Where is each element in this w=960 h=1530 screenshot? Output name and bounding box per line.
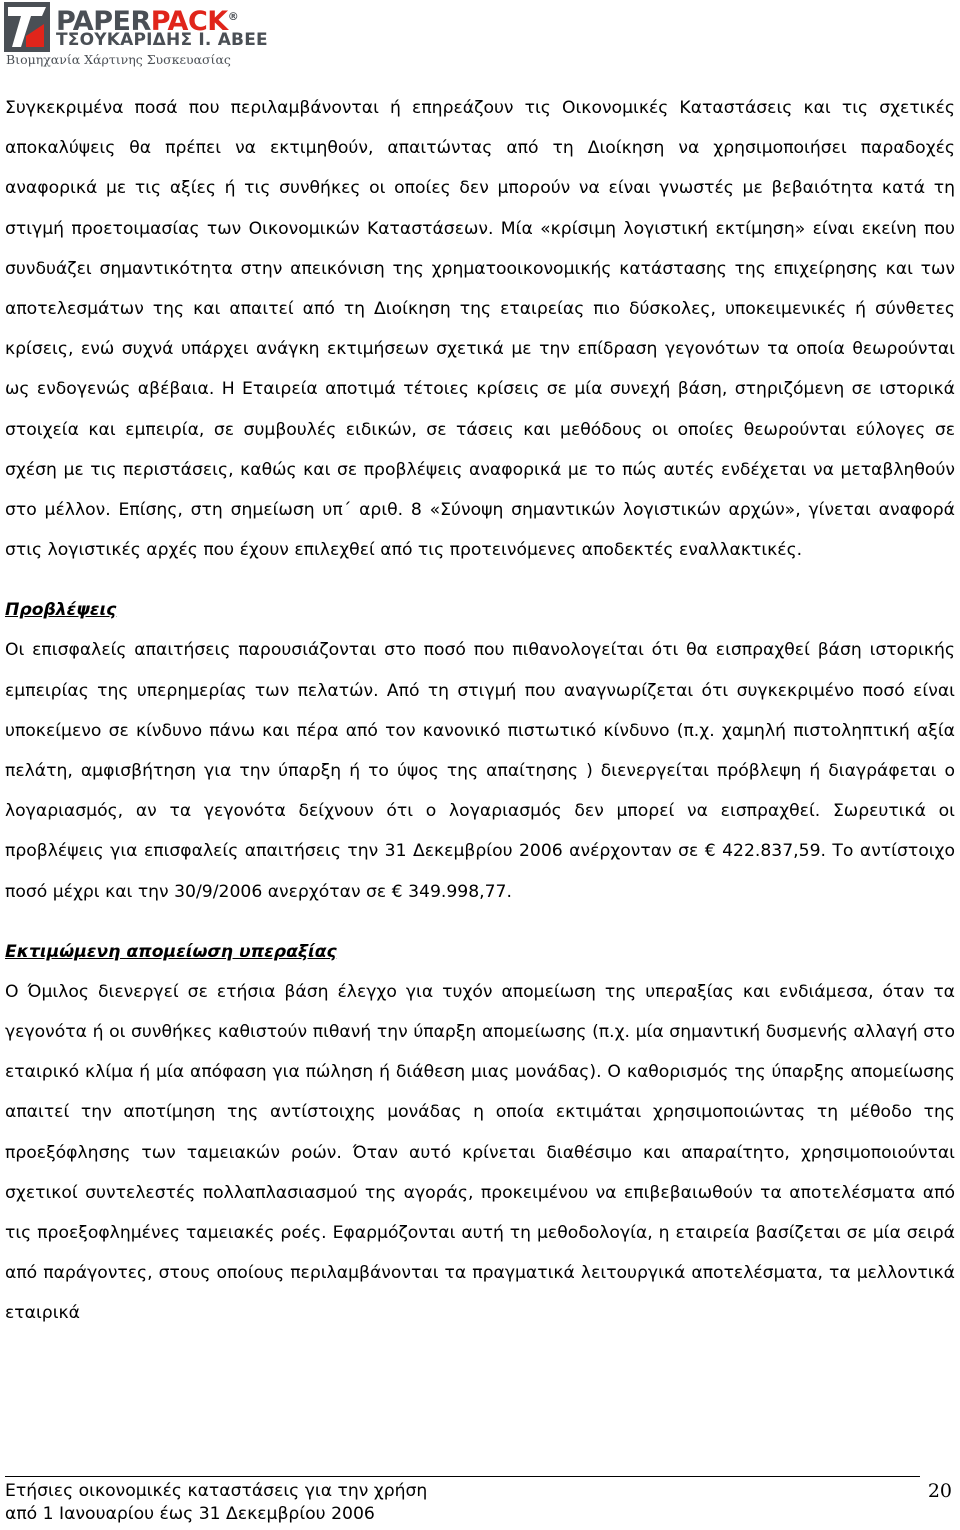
document-body (5, 88, 955, 1334)
logo-brand-part1: PAPER (56, 6, 151, 37)
heading-provisions: Προβλέψεις (5, 600, 117, 621)
paragraph-critical-estimates: Συγκεκριμένα ποσά που περιλαμβάνονται ή επηρεάζουν τις Οικονομικές Καταστάσεις και τις σχετικές αποκαλύψεις θα πρέπει να εκτιμηθούν, απαιτώντας από τη Διοίκηση να χρησιμοποιήσει παραδοχές αναφορικά με τις αξίες ή τις συνθήκες οι οποίες δεν μπορούν να είναι γνωστές με βεβαιότητα κατά τη στιγμή προετοιμασίας των Οικονομικών Καταστάσεων. Μία «κρίσιμη λογιστική εκτίμηση» είναι εκείνη που συνδυάζει σημαντικότητα στην απεικόνιση της χρηματοοικονομικής κατάστασης της επιχείρησης και των αποτελεσμάτων της και απαιτεί από τη Διοίκηση της εταιρείας πιο δύσκολες, υποκειμενικές ή σύνθετες κρίσεις, ενώ συχνά υπάρχει ανάγκη εκτιμήσεων σχετικά με την επίδραση γεγονότων τα οποία θεωρούνται ως ενδογενώς αβέβαια. Η Εταιρεία αποτιμά τέτοιες κρίσεις σε μία συνεχή βάση, στηριζόμενη σε ιστορικά στοιχεία και εμπειρία, σε συμβουλές ειδικών, σε τάσεις και μεθόδους οι οποίες θεωρούνται εύλογες σε σχέση με τις περιστάσεις, καθώς και σε προβλέψεις αναφορικά με το πώς αυτές ενδέχεται να μεταβληθούν στο μέλλον. Επίσης, στη σημείωση υπ΄ αριθ. 8 «Σύνοψη σημαντικών λογιστικών αρχών», γίνεται αναφορά στις λογιστικές αρχές που έχουν επιλεχθεί από τις προτεινόμενες αποδεκτές εναλλακτικές. (5, 98, 955, 561)
heading-goodwill-impairment: Εκτιμώμενη απομείωση υπεραξίας (5, 941, 337, 962)
logo-tagline: Βιομηχανία Χάρτινης Συσκευασίας (6, 52, 231, 67)
company-logo (4, 2, 304, 70)
paragraph-goodwill-impairment: Ο Όμιλος διενεργεί σε ετήσια βάση έλεγχο για τυχόν απομείωση της υπεραξίας και ενδιάμεσα, όταν τα γεγονότα ή οι συνθήκες καθιστούν πιθανή την ύπαρξη απομείωσης (π.χ. μία σημαντική δυσμενής αλλαγή στο εταιρικό κλίμα ή μία απόφαση για πώληση ή διάθεση μιας μονάδας). Ο καθορισμός της ύπαρξης απομείωσης απαιτεί την αποτίμηση της αντίστοιχης μονάδας η οποία εκτιμάται χρησιμοποιώντας τη μέθοδο της προεξόφλησης των ταμειακών ροών. Όταν αυτό κρίνεται διαθέσιμο και απαραίτητο, χρησιμοποιούνται σχετικοί συντελεστές πολλαπλασιασμού της αγοράς, προκειμένου να επιβεβαιωθούν τα αποτελέσματα από τις προεξοφλημένες ταμειακές ροές. Εφαρμόζονται αυτή τη μεθοδολογία, η εταιρεία βασίζεται σε μία σειρά από παράγοντες, στους οποίους περιλαμβάνονται τα πραγματικά λειτουργικά αποτελέσματα, τα μελλοντικά εταιρικά (5, 981, 955, 1324)
logo-trademark: ® (227, 10, 239, 23)
footer-line-2: από 1 Ιανουαρίου έως 31 Δεκεμβρίου 2006 (5, 1504, 375, 1524)
logo-company-name: ΤΣΟΥΚΑΡΙΔΗΣ Ι. ΑΒΕΕ (56, 30, 268, 50)
logo-brand-part2: PACK (150, 6, 228, 37)
footer-text (5, 1480, 427, 1526)
footer-divider (5, 1476, 920, 1477)
paragraph-provisions: Οι επισφαλείς απαιτήσεις παρουσιάζονται στο ποσό που πιθανολογείται ότι θα εισπραχθεί βάση ιστορικής εμπειρίας της υπερημερίας των πελατών. Από τη στιγμή που αναγνωρίζεται ότι συγκεκριμένο ποσό είναι υποκείμενο σε κίνδυνο πάνω και πέρα από τον κανονικό πιστωτικό κίνδυνο (π.χ. χαμηλή πιστοληπτική αξία πελάτη, αμφισβήτηση για την ύπαρξη ή το ύψος της απαίτησης ) διενεργείται πρόβλεψη ή διαγράφεται ο λογαριασμός, αν τα γεγονότα δείχνουν ότι ο λογαριασμός δεν μπορεί να εισπραχθεί. Σωρευτικά οι προβλέψεις για επισφαλείς απαιτήσεις την 31 Δεκεμβρίου 2006 ανέρχονταν σε € 422.837,59. Το αντίστοιχο ποσό μέχρι και την 30/9/2006 ανερχόταν σε € 349.998,77. (5, 640, 955, 902)
paperpack-logo-icon (4, 2, 50, 52)
page-number: 20 (927, 1480, 952, 1502)
footer-line-1: Ετήσιες οικονομικές καταστάσεις για την χρήση (5, 1481, 428, 1501)
